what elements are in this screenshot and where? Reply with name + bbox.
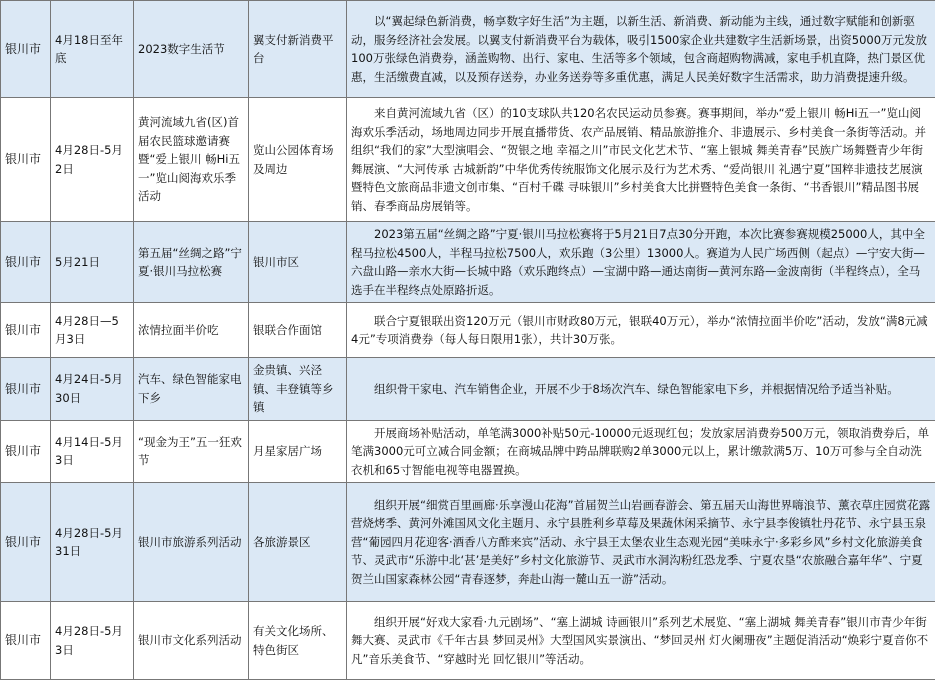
description-cell: 组织开展“好戏大家看·九元剧场”、“塞上湖城 诗画银川”系列艺术展览、“塞上湖城 舞美青春”银川市青少年街舞大赛、灵武市《千年古县 梦回灵州》大型国风实景演出、“梦回灵州 灯火阑珊夜”主题促消活动“焕彩宁夏音你不凡”音乐美食节、“穿越时光 回忆银川”等活动。 — [347, 602, 935, 680]
event-name-cell: 2023数字生活节 — [134, 1, 249, 98]
table-row — [1, 358, 935, 421]
location-cell: 银联合作面馆 — [249, 303, 347, 358]
table-row — [1, 602, 935, 680]
city-cell: 银川市 — [1, 1, 51, 98]
date-cell: 5月21日 — [51, 222, 134, 303]
description-cell: 2023第五届“丝绸之路”宁夏·银川马拉松赛将于5月21日7点30分开跑，本次比赛参赛规模25000人，其中全程马拉松4500人，半程马拉松7500人，欢乐跑（3公里）13000人。赛道为人民广场西侧（起点）—宁安大街—六盘山路—亲水大街—长城中路（欢乐跑终点）—宝湖中路—通达南街—黄河东路—金波南街（半程终点），全马选手在半程终点处原路折返。 — [347, 222, 935, 303]
event-name-cell: 黄河流域九省(区)首届农民篮球邀请赛暨“爱上银川 畅Hi五一”览山阅海欢乐季活动 — [134, 98, 249, 222]
date-cell: 4月28日-5月2日 — [51, 98, 134, 222]
event-name-cell: 浓情拉面半价吃 — [134, 303, 249, 358]
city-cell: 银川市 — [1, 358, 51, 421]
event-name-cell: 银川市文化系列活动 — [134, 602, 249, 680]
location-cell: 览山公园体育场及周边 — [249, 98, 347, 222]
city-cell: 银川市 — [1, 420, 51, 483]
description-cell: 来自黄河流域九省（区）的10支球队共120名农民运动员参赛。赛事期间，举办“爱上银川 畅Hi五一”览山阅海欢乐季活动，场地周边同步开展直播带货、农产品展销、精品旅游推介、非遗展示、乡村美食一条街等活动。并组织“我们的家”大型演唱会、“贺银之地 幸福之川”市民文化艺术节、“塞上银城 舞美青春”民族广场舞暨青少年街舞展演、“大河传承 古城新韵”中华优秀传统服饰文化展示及行为艺术秀、“爱尚银川 礼遇宁夏”国粹非遗技艺展演暨特色文旅商品非遗文创市集、“百村千碟 寻味银川”乡村美食大比拼暨特色美食一条街、“书香银川”精品图书展销、春季商品房展销等。 — [347, 98, 935, 222]
city-cell: 银川市 — [1, 222, 51, 303]
table-row — [1, 483, 935, 602]
date-cell: 4月14日-5月3日 — [51, 420, 134, 483]
location-cell: 有关文化场所、特色街区 — [249, 602, 347, 680]
table-row — [1, 222, 935, 303]
date-cell: 4月28日-5月3日 — [51, 602, 134, 680]
table-row — [1, 98, 935, 222]
event-name-cell: 银川市旅游系列活动 — [134, 483, 249, 602]
description-cell: 以“翼起绿色新消费，畅享数字好生活”为主题，以新生活、新消费、新动能为主线，通过数字赋能和创新驱动，服务经济社会发展。以翼支付新消费平台为载体，吸引1500家企业共建数字生活新场景，出资5000万元发放100万张绿色消费券，涵盖购物、出行、家电、生活等多个领域，包含商超购物满减，家电手机直降，热门景区优惠，生活缴费直减，以及预存送券，办业务送券等多重优惠，满足人民美好数字生活需求，助力消费提速升级。 — [347, 1, 935, 98]
description-cell: 组织开展“细赏百里画廊·乐享漫山花海”首届贺兰山岩画春游会、第五届天山海世界嗨浪节、薰衣草庄园赏花露营烧烤季、黄河外滩国风文化主题月、永宁县胜利乡草莓及果蔬休闲采摘节、永宁县李俊镇牡丹花节、永宁县玉泉营“葡园四月花迎客·酒香八方酢来宾”活动、永宁县王太堡农业生态观光园“美味永宁·多彩乡风”乡村文化旅游美食节、灵武市“乐游中北‘甚’是美好”乡村文化旅游节、灵武市水洞沟粉红恐龙季、宁夏农垦“农旅融合嘉年华”、宁夏贺兰山国家森林公园“青春逐梦，奔赴山海一麓山五一游”活动。 — [347, 483, 935, 602]
table-row — [1, 303, 935, 358]
location-cell: 各旅游景区 — [249, 483, 347, 602]
event-name-cell: “现金为王”五一狂欢节 — [134, 420, 249, 483]
location-cell: 银川市区 — [249, 222, 347, 303]
description-cell: 开展商场补贴活动，单笔满3000补贴50元-10000元返现红包；发放家居消费券500万元，领取消费券后，单笔满3000元可立减合同金额；在商城品牌中跨品牌联购2单3000元以上，累计缴款满5万、10万可参与全自动洗衣机和65寸智能电视等电器置换。 — [347, 420, 935, 483]
city-cell: 银川市 — [1, 483, 51, 602]
table-row — [1, 420, 935, 483]
date-cell: 4月18日至年底 — [51, 1, 134, 98]
event-name-cell: 汽车、绿色智能家电下乡 — [134, 358, 249, 421]
location-cell: 月星家居广场 — [249, 420, 347, 483]
date-cell: 4月24日-5月30日 — [51, 358, 134, 421]
description-cell: 联合宁夏银联出资120万元（银川市财政80万元，银联40万元），举办“浓情拉面半价吃”活动，发放“满8元减4元”专项消费券（每人每日限用1张），共计30万张。 — [347, 303, 935, 358]
table-row — [1, 1, 935, 98]
city-cell: 银川市 — [1, 602, 51, 680]
city-cell: 银川市 — [1, 98, 51, 222]
date-cell: 4月28日-5月31日 — [51, 483, 134, 602]
event-name-cell: 第五届“丝绸之路”宁夏·银川马拉松赛 — [134, 222, 249, 303]
location-cell: 金贵镇、兴泾镇、丰登镇等乡镇 — [249, 358, 347, 421]
description-cell: 组织骨干家电、汽车销售企业，开展不少于8场次汽车、绿色智能家电下乡，并根据情况给予适当补贴。 — [347, 358, 935, 421]
location-cell: 翼支付新消费平台 — [249, 1, 347, 98]
date-cell: 4月28日—5月3日 — [51, 303, 134, 358]
city-cell: 银川市 — [1, 303, 51, 358]
